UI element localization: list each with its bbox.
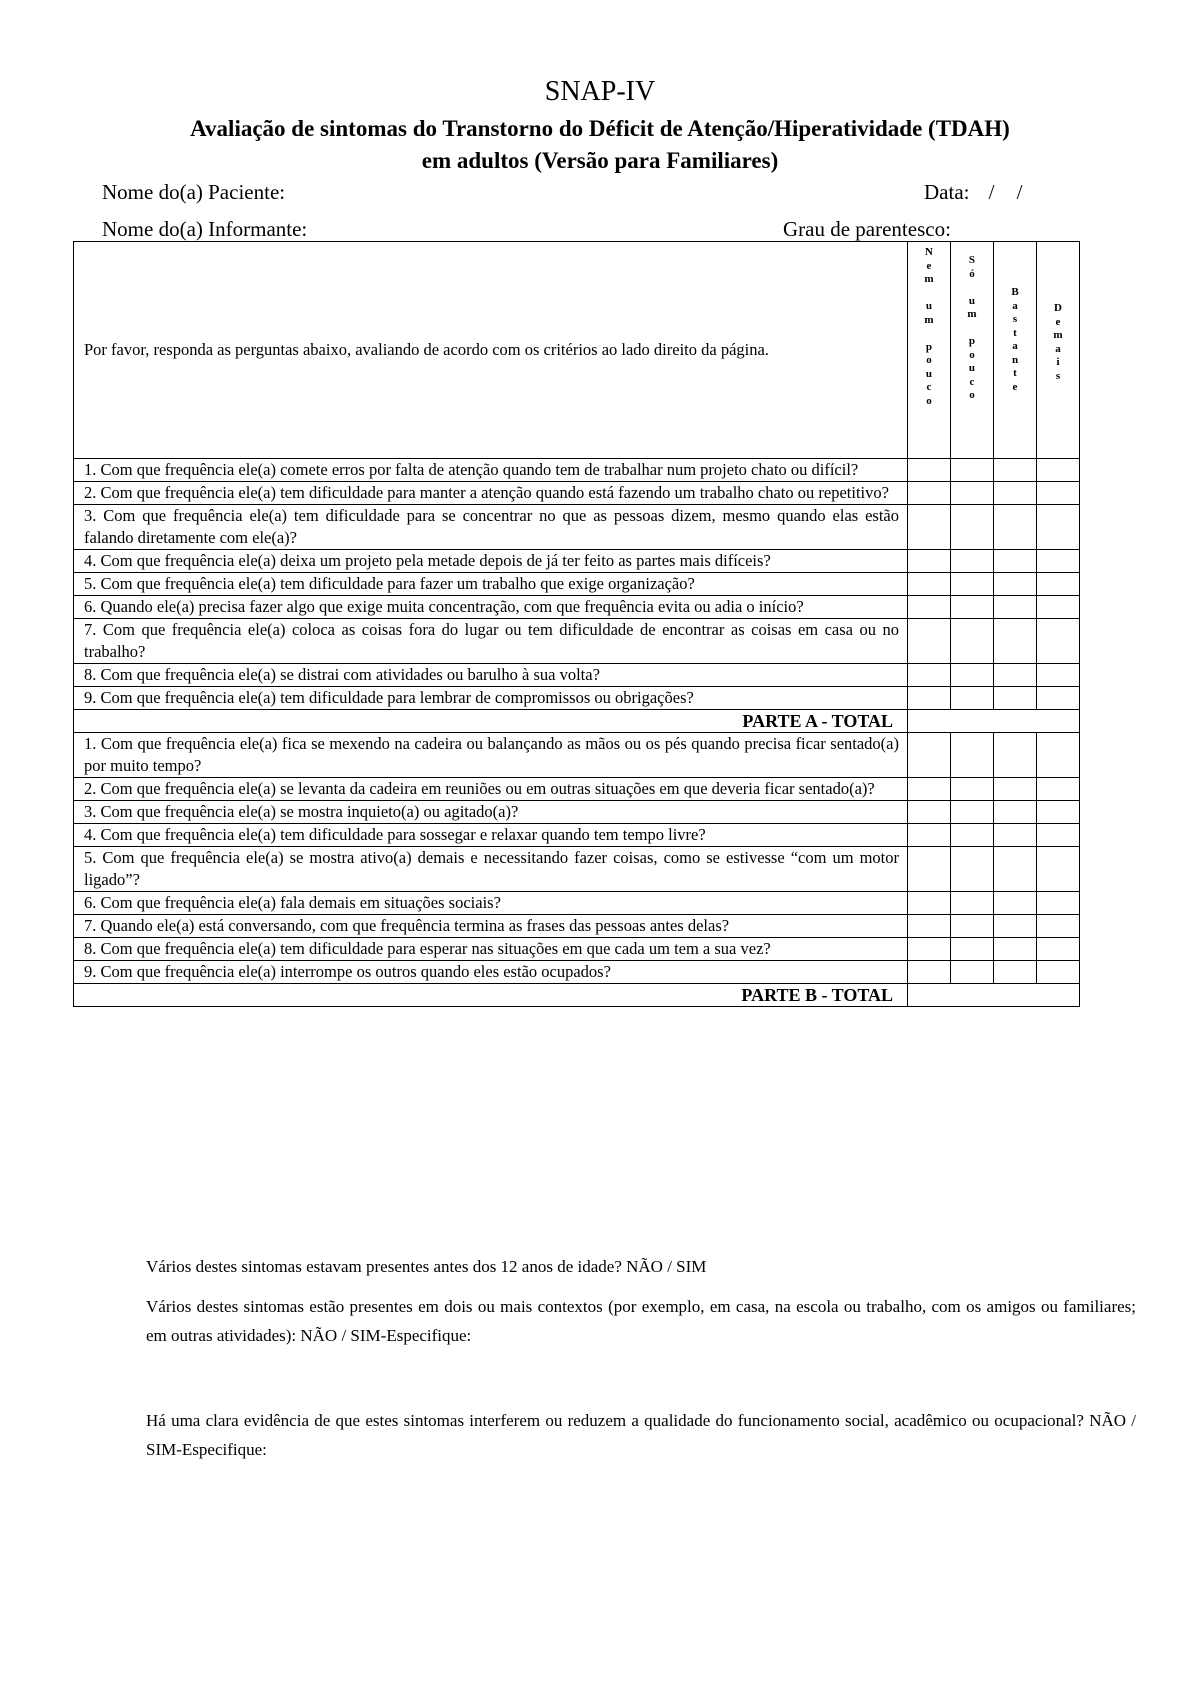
answer-checkbox-cell[interactable]	[994, 505, 1037, 550]
question-row	[74, 801, 1080, 824]
answer-checkbox-cell[interactable]	[994, 801, 1037, 824]
question-row	[74, 847, 1080, 892]
answer-checkbox-cell[interactable]	[908, 687, 951, 710]
answer-checkbox-cell[interactable]	[908, 505, 951, 550]
question-row	[74, 573, 1080, 596]
question-text: 9. Com que frequência ele(a) tem dificuldade para lembrar de compromissos ou obrigações?	[74, 687, 908, 710]
question-row	[74, 938, 1080, 961]
date-separator: /	[1016, 180, 1023, 204]
answer-checkbox-cell[interactable]	[1037, 778, 1080, 801]
answer-checkbox-cell[interactable]	[994, 892, 1037, 915]
question-multiple-contexts: Vários destes sintomas estão presentes em dois ou mais contextos (por exemplo, em casa, na escola ou trabalho, com os amigos ou familiares; em outras atividades): NÃO / SIM-Especifique:	[146, 1297, 1136, 1345]
table-header-row	[74, 242, 1080, 459]
answer-checkbox-cell[interactable]	[1037, 892, 1080, 915]
question-text: 4. Com que frequência ele(a) tem dificuldade para sossegar e relaxar quando tem tempo livre?	[74, 824, 908, 847]
question-text: 8. Com que frequência ele(a) tem dificuldade para esperar nas situações em que cada um tem a sua vez?	[74, 938, 908, 961]
answer-checkbox-cell[interactable]	[908, 733, 951, 778]
answer-checkbox-cell[interactable]	[951, 550, 994, 573]
rating-column-header	[994, 242, 1037, 459]
answer-checkbox-cell[interactable]	[994, 596, 1037, 619]
answer-checkbox-cell[interactable]	[1037, 550, 1080, 573]
answer-checkbox-cell[interactable]	[908, 664, 951, 687]
question-row	[74, 915, 1080, 938]
question-row	[74, 482, 1080, 505]
answer-checkbox-cell[interactable]	[951, 664, 994, 687]
answer-checkbox-cell[interactable]	[1037, 824, 1080, 847]
question-text: 9. Com que frequência ele(a) interrompe os outros quando eles estão ocupados?	[74, 961, 908, 984]
part-a-total-row	[74, 710, 1080, 733]
answer-checkbox-cell[interactable]	[951, 687, 994, 710]
question-row	[74, 596, 1080, 619]
question-row	[74, 550, 1080, 573]
question-text: 3. Com que frequência ele(a) tem dificuldade para se concentrar no que as pessoas dizem, mesmo quando elas estão falando diretamente com ele(a)?	[74, 505, 908, 550]
rating-column-label: S ó u m p o u c o	[967, 254, 977, 401]
answer-checkbox-cell[interactable]	[994, 938, 1037, 961]
answer-checkbox-cell[interactable]	[908, 847, 951, 892]
question-row	[74, 824, 1080, 847]
relationship-label: Grau de parentesco:	[783, 217, 951, 241]
part-b-total-row	[74, 984, 1080, 1007]
part-b-total-label: PARTE B - TOTAL	[74, 984, 908, 1007]
subtitle-line-1: Avaliação de sintomas do Transtorno do Déficit de Atenção/Hiperatividade (TDAH)	[190, 116, 1010, 141]
answer-checkbox-cell[interactable]	[994, 847, 1037, 892]
date-field	[924, 180, 1033, 205]
informant-name-label: Nome do(a) Informante:	[102, 217, 308, 241]
answer-checkbox-cell[interactable]	[994, 573, 1037, 596]
answer-checkbox-cell[interactable]	[908, 801, 951, 824]
answer-checkbox-cell[interactable]	[994, 778, 1037, 801]
answer-checkbox-cell[interactable]	[908, 824, 951, 847]
answer-checkbox-cell[interactable]	[908, 550, 951, 573]
answer-checkbox-cell[interactable]	[951, 505, 994, 550]
answer-checkbox-cell[interactable]	[908, 938, 951, 961]
question-row	[74, 778, 1080, 801]
answer-checkbox-cell[interactable]	[951, 801, 994, 824]
answer-checkbox-cell[interactable]	[908, 459, 951, 482]
patient-name-label: Nome do(a) Paciente:	[102, 180, 286, 204]
answer-checkbox-cell[interactable]	[994, 733, 1037, 778]
part-b-total-cell[interactable]	[908, 984, 1080, 1007]
answer-checkbox-cell[interactable]	[951, 847, 994, 892]
question-row	[74, 664, 1080, 687]
answer-checkbox-cell[interactable]	[908, 892, 951, 915]
answer-checkbox-cell[interactable]	[951, 573, 994, 596]
question-text: 7. Quando ele(a) está conversando, com que frequência termina as frases das pessoas antes delas?	[74, 915, 908, 938]
date-separator: /	[988, 180, 995, 204]
answer-checkbox-cell[interactable]	[994, 961, 1037, 984]
answer-checkbox-cell[interactable]	[994, 824, 1037, 847]
question-text: 6. Com que frequência ele(a) fala demais em situações sociais?	[74, 892, 908, 915]
question-onset-before-12: Vários destes sintomas estavam presentes antes dos 12 anos de idade? NÃO / SIM	[146, 1257, 707, 1276]
answer-checkbox-cell[interactable]	[951, 733, 994, 778]
answer-checkbox-cell[interactable]	[994, 459, 1037, 482]
answer-checkbox-cell[interactable]	[908, 778, 951, 801]
answer-checkbox-cell[interactable]	[994, 482, 1037, 505]
answer-checkbox-cell[interactable]	[1037, 915, 1080, 938]
question-text: 2. Com que frequência ele(a) se levanta da cadeira em reuniões ou em outras situações em que deveria ficar sentado(a)?	[74, 778, 908, 801]
rating-column-header	[951, 242, 994, 459]
rating-column-label: N e m u m p o u c o	[924, 246, 934, 407]
answer-checkbox-cell[interactable]	[908, 482, 951, 505]
answer-checkbox-cell[interactable]	[951, 961, 994, 984]
answer-checkbox-cell[interactable]	[994, 687, 1037, 710]
rating-column-header	[908, 242, 951, 459]
form-subtitle	[0, 113, 1200, 177]
date-label: Data:	[924, 180, 970, 204]
question-row	[74, 733, 1080, 778]
answer-checkbox-cell[interactable]	[1037, 482, 1080, 505]
subtitle-line-2: em adultos (Versão para Familiares)	[421, 148, 779, 173]
answer-checkbox-cell[interactable]	[908, 596, 951, 619]
answer-checkbox-cell[interactable]	[1037, 664, 1080, 687]
rating-column-header	[1037, 242, 1080, 459]
answer-checkbox-cell[interactable]	[1037, 938, 1080, 961]
answer-checkbox-cell[interactable]	[1037, 505, 1080, 550]
answer-checkbox-cell[interactable]	[1037, 961, 1080, 984]
answer-checkbox-cell[interactable]	[908, 961, 951, 984]
answer-checkbox-cell[interactable]	[994, 664, 1037, 687]
answer-checkbox-cell[interactable]	[951, 596, 994, 619]
answer-checkbox-cell[interactable]	[908, 915, 951, 938]
instructions-text: Por favor, responda as perguntas abaixo, avaliando de acordo com os critérios ao lado direito da página.	[74, 242, 908, 459]
answer-checkbox-cell[interactable]	[951, 619, 994, 664]
rating-column-label: D e m a i s	[1053, 302, 1063, 382]
question-text: 3. Com que frequência ele(a) se mostra inquieto(a) ou agitado(a)?	[74, 801, 908, 824]
answer-checkbox-cell[interactable]	[908, 619, 951, 664]
answer-checkbox-cell[interactable]	[1037, 459, 1080, 482]
question-row	[74, 505, 1080, 550]
answer-checkbox-cell[interactable]	[951, 915, 994, 938]
question-text: 5. Com que frequência ele(a) se mostra ativo(a) demais e necessitando fazer coisas, como se estivesse “com um motor ligado”?	[74, 847, 908, 892]
question-row	[74, 619, 1080, 664]
answer-checkbox-cell[interactable]	[994, 619, 1037, 664]
question-row	[74, 459, 1080, 482]
answer-checkbox-cell[interactable]	[951, 778, 994, 801]
answer-checkbox-cell[interactable]	[1037, 596, 1080, 619]
question-functional-impairment: Há uma clara evidência de que estes sintomas interferem ou reduzem a qualidade do funcionamento social, acadêmico ou ocupacional? NÃO / SIM-Especifique:	[146, 1411, 1136, 1459]
question-text: 8. Com que frequência ele(a) se distrai com atividades ou barulho à sua volta?	[74, 664, 908, 687]
question-row	[74, 892, 1080, 915]
answer-checkbox-cell[interactable]	[994, 915, 1037, 938]
answer-checkbox-cell[interactable]	[1037, 573, 1080, 596]
answer-checkbox-cell[interactable]	[1037, 847, 1080, 892]
rating-column-label: B a s t a n t e	[1011, 286, 1019, 393]
snap-iv-table	[73, 241, 1080, 1007]
question-text: 6. Quando ele(a) precisa fazer algo que exige muita concentração, com que frequência evita ou adia o início?	[74, 596, 908, 619]
part-a-total-cell[interactable]	[908, 710, 1080, 733]
part-a-total-label: PARTE A - TOTAL	[74, 710, 908, 733]
question-text: 5. Com que frequência ele(a) tem dificuldade para fazer um trabalho que exige organização?	[74, 573, 908, 596]
answer-checkbox-cell[interactable]	[1037, 801, 1080, 824]
answer-checkbox-cell[interactable]	[951, 482, 994, 505]
answer-checkbox-cell[interactable]	[908, 573, 951, 596]
answer-checkbox-cell[interactable]	[1037, 619, 1080, 664]
answer-checkbox-cell[interactable]	[994, 550, 1037, 573]
question-text: 1. Com que frequência ele(a) comete erros por falta de atenção quando tem de trabalhar num projeto chato ou difícil?	[74, 459, 908, 482]
answer-checkbox-cell[interactable]	[951, 824, 994, 847]
question-text: 4. Com que frequência ele(a) deixa um projeto pela metade depois de já ter feito as partes mais difíceis?	[74, 550, 908, 573]
answer-checkbox-cell[interactable]	[1037, 733, 1080, 778]
question-text: 7. Com que frequência ele(a) coloca as coisas fora do lugar ou tem dificuldade de encontrar as coisas em casa ou no trabalho?	[74, 619, 908, 664]
question-text: 2. Com que frequência ele(a) tem dificuldade para manter a atenção quando está fazendo um trabalho chato ou repetitivo?	[74, 482, 908, 505]
answer-checkbox-cell[interactable]	[951, 938, 994, 961]
answer-checkbox-cell[interactable]	[1037, 687, 1080, 710]
answer-checkbox-cell[interactable]	[951, 892, 994, 915]
question-text: 1. Com que frequência ele(a) fica se mexendo na cadeira ou balançando as mãos ou os pés quando precisa ficar sentado(a) por muito tempo?	[74, 733, 908, 778]
question-row	[74, 687, 1080, 710]
question-row	[74, 961, 1080, 984]
form-title: SNAP-IV	[544, 76, 656, 107]
answer-checkbox-cell[interactable]	[951, 459, 994, 482]
